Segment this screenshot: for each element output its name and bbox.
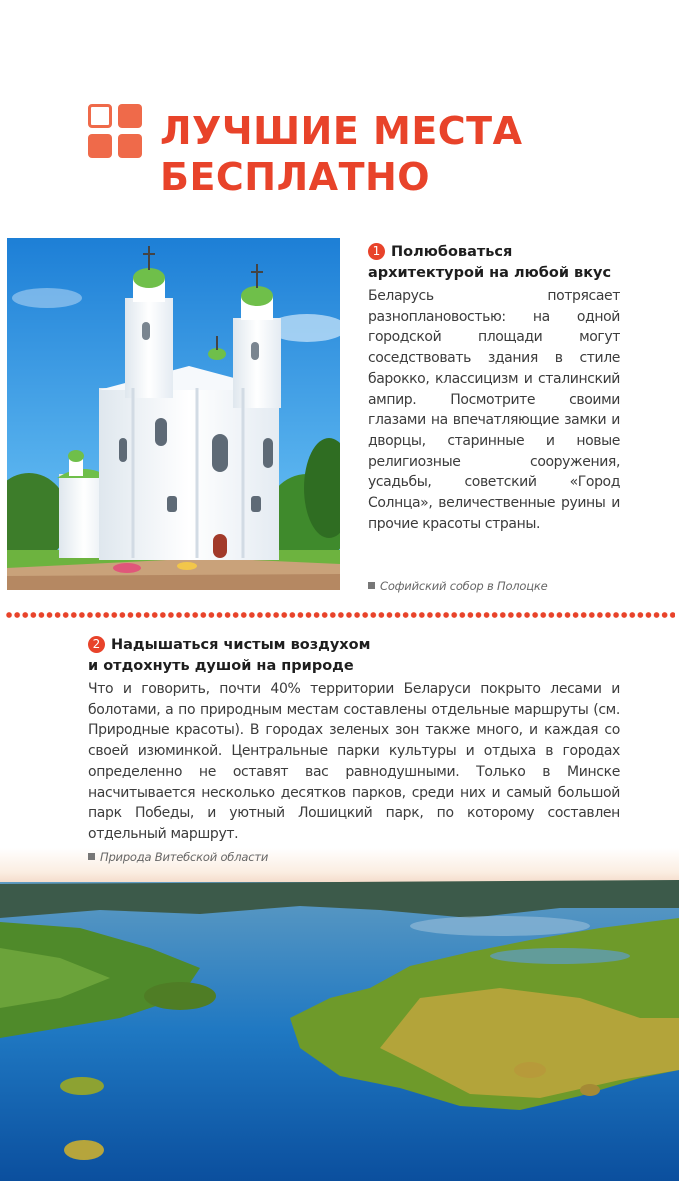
cathedral-photo	[7, 238, 340, 590]
number-badge: 2	[88, 636, 105, 653]
heading-line1	[368, 242, 620, 263]
section-text: Что и говорить, почти 40% территории Беларуси покрыто лесами и болотами, а по природным местам составлены отдельные маршруты (см. Природные красоты). В городах зеленых зон также много, и каждая со своей изюминкой. Центральные парки культуры и отдыха в городах определенно не оставят вас равнодушными. Только в Минске насчитывается несколько десятков парков, среди них и самый большой парк Победы, и уютный Лошицкий парк, по которому составлен отдельный маршрут.	[88, 681, 620, 842]
page-title	[160, 108, 523, 200]
section-logo-icon	[88, 104, 144, 160]
photo-caption	[368, 579, 548, 593]
page-title-line1: ЛУЧШИЕ МЕСТА	[160, 109, 523, 153]
caption-text: Софийский собор в Полоцке	[380, 579, 548, 593]
caption-square-icon	[88, 853, 95, 860]
heading-line2: и отдохнуть душой на природе	[88, 658, 354, 674]
section-architecture	[368, 242, 620, 534]
section-heading	[88, 635, 620, 677]
caption-square-icon	[368, 582, 375, 589]
heading-text: Полюбоваться	[391, 244, 513, 260]
photo-caption	[88, 850, 268, 864]
page-title-line2: БЕСПЛАТНО	[160, 155, 431, 199]
section-heading	[368, 242, 620, 284]
section-text: Беларусь потрясает разноплановостью: на одной городской площади могут соседствовать здания в стиле барокко, классицизм и сталинский ампир. Посмотрите своими глазами на впечатляющие замки и дворцы, старинные и новые религиозные сооружения, усадьбы, советский «Город Солнца», величественные руины и прочие красоты страны.	[368, 288, 620, 532]
section-nature	[88, 635, 620, 845]
lakes-photo	[0, 848, 679, 1181]
heading-line1	[88, 635, 620, 656]
dotted-divider	[5, 611, 675, 619]
caption-text: Природа Витебской области	[100, 850, 269, 864]
number-badge: 1	[368, 243, 385, 260]
heading-line2: архитектурой на любой вкус	[368, 265, 612, 281]
heading-text: Надышаться чистым воздухом	[111, 637, 371, 653]
